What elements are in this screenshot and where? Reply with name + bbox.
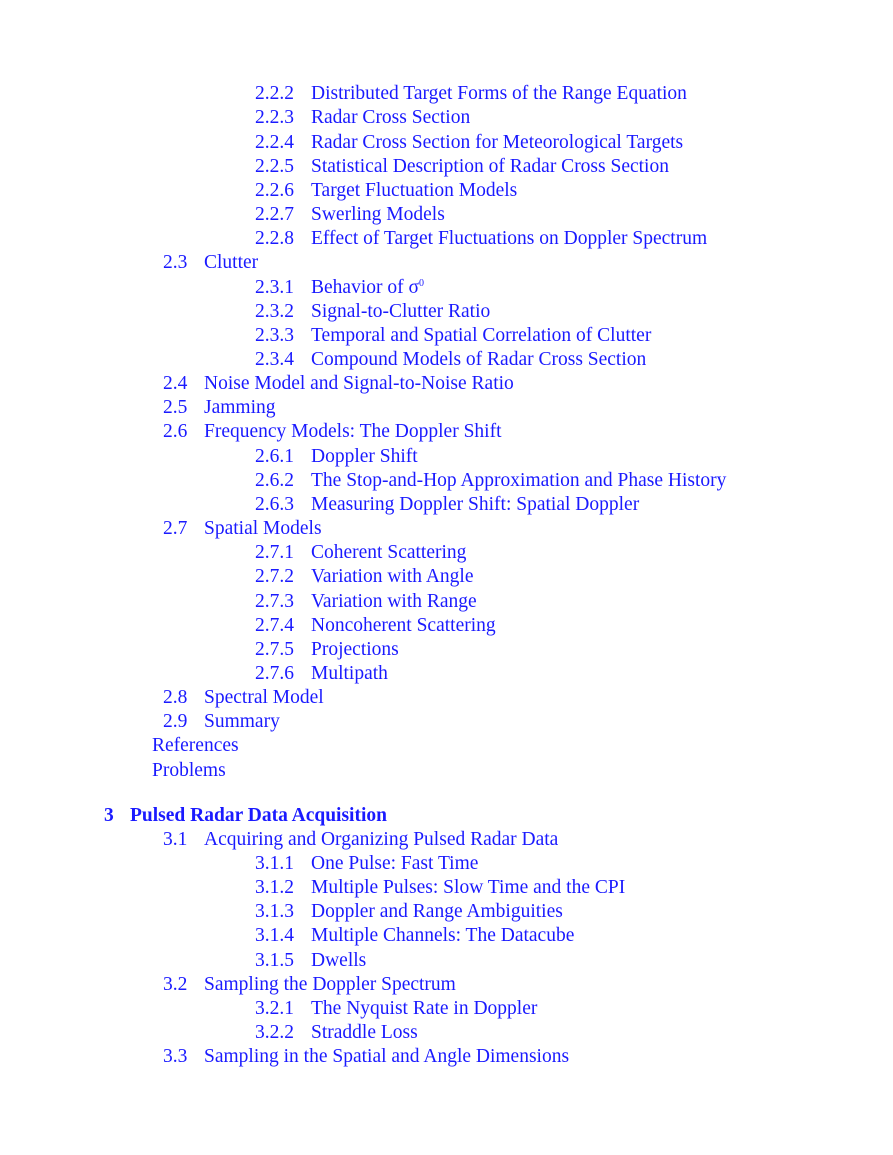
toc-entry-title[interactable]: Frequency Models: The Doppler Shift	[204, 421, 502, 442]
toc-entry-title[interactable]: Temporal and Spatial Correlation of Clutter	[311, 325, 652, 346]
toc-entry-number[interactable]: 2.4	[163, 373, 188, 394]
toc-entry-number[interactable]: 2.7.1	[255, 542, 294, 563]
toc-entry-title[interactable]: Radar Cross Section for Meteorological Targets	[311, 132, 684, 153]
toc-entry-number[interactable]: 2.7.4	[255, 615, 294, 636]
toc-entry-title[interactable]: Doppler Shift	[311, 446, 418, 467]
toc-entry-title[interactable]: Spectral Model	[204, 687, 324, 708]
toc-entry-number[interactable]: 2.7.5	[255, 639, 294, 660]
toc-entry-number[interactable]: 2.7.2	[255, 566, 294, 587]
toc-entry-title[interactable]: Problems	[152, 760, 226, 781]
toc-entry-title[interactable]: The Nyquist Rate in Doppler	[311, 998, 538, 1019]
toc-entry-title-text: Behavior of σ	[311, 277, 419, 298]
toc-entry-number[interactable]: 2.7.6	[255, 663, 294, 684]
superscript: 0	[418, 278, 424, 289]
toc-entry-number[interactable]: 2.7	[163, 518, 188, 539]
toc-entry-number[interactable]: 3.1.3	[255, 901, 294, 922]
toc-entry-title[interactable]: One Pulse: Fast Time	[311, 853, 479, 874]
toc-entry-number[interactable]: 2.2.3	[255, 107, 294, 128]
toc-entry-number[interactable]: 3.1.1	[255, 853, 294, 874]
toc-entry-title[interactable]: Multiple Channels: The Datacube	[311, 925, 575, 946]
toc-entry-number[interactable]: 3.1.4	[255, 925, 294, 946]
toc-entry-number[interactable]: 2.5	[163, 397, 188, 418]
toc-entry-title[interactable]: Swerling Models	[311, 204, 445, 225]
toc-entry-number[interactable]: 2.3.1	[255, 277, 294, 298]
toc-entry-title[interactable]: The Stop-and-Hop Approximation and Phase History	[311, 470, 727, 491]
toc-entry-title[interactable]: Multipath	[311, 663, 388, 684]
toc-entry-number[interactable]: 2.6	[163, 421, 188, 442]
toc-entry-number[interactable]: 2.3.3	[255, 325, 294, 346]
toc-entry-title[interactable]: Coherent Scattering	[311, 542, 467, 563]
toc-chapter-title[interactable]: Pulsed Radar Data Acquisition	[130, 805, 387, 826]
toc-entry-title[interactable]: References	[152, 735, 239, 756]
toc-entry-title[interactable]	[311, 276, 424, 300]
toc-entry-title[interactable]: Effect of Target Fluctuations on Doppler Spectrum	[311, 228, 708, 249]
toc-entry-title[interactable]: Jamming	[204, 397, 276, 418]
toc-entry-title[interactable]: Multiple Pulses: Slow Time and the CPI	[311, 877, 626, 898]
toc-entry-number[interactable]: 2.2.5	[255, 156, 294, 177]
toc-entry-title[interactable]: Acquiring and Organizing Pulsed Radar Data	[204, 829, 559, 850]
toc-entry-title[interactable]: Noncoherent Scattering	[311, 615, 496, 636]
toc-entry-title[interactable]: Noise Model and Signal-to-Noise Ratio	[204, 373, 514, 394]
toc-entry-number[interactable]: 3.1.2	[255, 877, 294, 898]
toc-entry-title[interactable]: Projections	[311, 639, 399, 660]
toc-entry-number[interactable]: 2.9	[163, 711, 188, 732]
toc-entry-number[interactable]: 3.2.2	[255, 1022, 294, 1043]
toc-entry-number[interactable]: 2.6.1	[255, 446, 294, 467]
toc-entry-title[interactable]: Target Fluctuation Models	[311, 180, 518, 201]
toc-chapter-number[interactable]: 3	[104, 805, 114, 826]
toc-entry-number[interactable]: 2.8	[163, 687, 188, 708]
toc-entry-title[interactable]: Radar Cross Section	[311, 107, 471, 128]
toc-entry-number[interactable]: 2.2.8	[255, 228, 294, 249]
toc-entry-number[interactable]: 2.3.4	[255, 349, 294, 370]
toc-entry-number[interactable]: 2.2.4	[255, 132, 294, 153]
toc-entry-title[interactable]: Variation with Range	[311, 591, 477, 612]
toc-entry-title[interactable]: Dwells	[311, 950, 367, 971]
toc-entry-title[interactable]: Sampling the Doppler Spectrum	[204, 974, 456, 995]
toc-entry-title[interactable]: Doppler and Range Ambiguities	[311, 901, 563, 922]
toc-entry-number[interactable]: 3.1.5	[255, 950, 294, 971]
toc-entry-title[interactable]: Measuring Doppler Shift: Spatial Doppler	[311, 494, 640, 515]
toc-entry-number[interactable]: 2.2.2	[255, 83, 294, 104]
toc-entry-number[interactable]: 3.2.1	[255, 998, 294, 1019]
toc-entry-number[interactable]: 2.3.2	[255, 301, 294, 322]
toc-entry-title[interactable]: Spatial Models	[204, 518, 322, 539]
toc-entry-title[interactable]: Compound Models of Radar Cross Section	[311, 349, 647, 370]
toc-entry-title[interactable]: Statistical Description of Radar Cross Section	[311, 156, 669, 177]
toc-entry-title[interactable]: Distributed Target Forms of the Range Equation	[311, 83, 687, 104]
toc-entry-number[interactable]: 3.1	[163, 829, 188, 850]
toc-entry-number[interactable]: 3.3	[163, 1046, 188, 1067]
toc-entry-title[interactable]: Clutter	[204, 252, 259, 273]
toc-entry-number[interactable]: 2.2.6	[255, 180, 294, 201]
toc-entry-number[interactable]: 2.7.3	[255, 591, 294, 612]
toc-entry-title[interactable]: Sampling in the Spatial and Angle Dimensions	[204, 1046, 570, 1067]
toc-entry-number[interactable]: 2.6.3	[255, 494, 294, 515]
toc-entry-number[interactable]: 2.3	[163, 252, 188, 273]
toc-entry-number[interactable]: 2.6.2	[255, 470, 294, 491]
toc-entry-title[interactable]: Summary	[204, 711, 280, 732]
toc-entry-number[interactable]: 3.2	[163, 974, 188, 995]
toc-entry-title[interactable]: Straddle Loss	[311, 1022, 418, 1043]
toc-entry-title[interactable]: Variation with Angle	[311, 566, 474, 587]
toc-entry-title[interactable]: Signal-to-Clutter Ratio	[311, 301, 491, 322]
toc-entry-number[interactable]: 2.2.7	[255, 204, 294, 225]
